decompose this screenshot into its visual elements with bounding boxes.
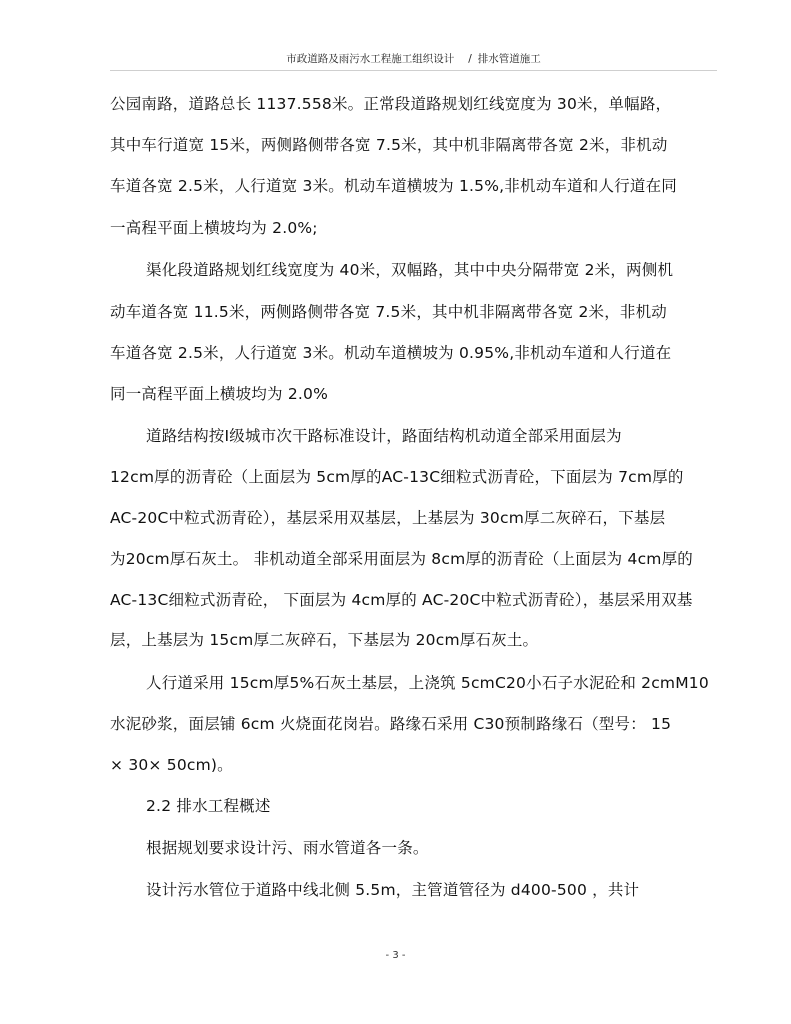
body-line: 其中车行道宽 15米，两侧路侧带各宽 7.5米，其中机非隔离带各宽 2米，非机动	[110, 136, 668, 154]
body-line: 设计污水管位于道路中线北侧 5.5m，主管道管径为 d400-500 ，共计	[146, 881, 640, 899]
body-line: 车道各宽 2.5米，人行道宽 3米。机动车道横坡为 1.5%,非机动车道和人行道在同	[110, 177, 678, 195]
body-line: 一高程平面上横坡均为 2.0%;	[110, 219, 318, 237]
header-section-title: 排水管道施工	[477, 53, 541, 65]
body-line: 人行道采用 15cm厚5%石灰土基层，上浇筑 5cmC20小石子水泥砼和 2cmM10	[146, 674, 709, 692]
body-line: 12cm厚的沥青砼（上面层为 5cm厚的AC-13C细粒式沥青砼，下面层为 7cm厚的	[110, 468, 684, 486]
body-line: 道路结构按Ⅰ级城市次干路标准设计，路面结构机动道全部采用面层为	[146, 427, 622, 445]
body-line: 车道各宽 2.5米，人行道宽 3米。机动车道横坡为 0.95%,非机动车道和人行道在	[110, 344, 672, 362]
page-header	[110, 48, 717, 71]
body-line: 水泥砂浆，面层铺 6cm 火烧面花岗岩。路缘石采用 C30预制路缘石（型号： 15	[110, 715, 672, 733]
body-line: 层，上基层为 15cm厚二灰碎石，下基层为 20cm厚石灰土。	[110, 631, 539, 649]
body-line: 根据规划要求设计污、雨水管道各一条。	[146, 839, 429, 857]
body-line: AC-13C细粒式沥青砼， 下面层为 4cm厚的 AC-20C中粒式沥青砼），基层采用双基	[110, 591, 693, 609]
section-heading: 2.2 排水工程概述	[146, 797, 271, 815]
body-line: AC-20C中粒式沥青砼），基层采用双基层，上基层为 30cm厚二灰碎石，下基层	[110, 509, 666, 527]
body-line: 渠化段道路规划红线宽度为 40米，双幅路，其中中央分隔带宽 2米，两侧机	[146, 261, 674, 279]
body-line: 同一高程平面上横坡均为 2.0%	[110, 385, 329, 403]
header-separator: /	[468, 53, 472, 65]
body-line: × 30× 50cm)。	[110, 756, 233, 774]
page-number: - 3 -	[385, 950, 406, 961]
body-line: 动车道各宽 11.5米，两侧路侧带各宽 7.5米，其中机非隔离带各宽 2米，非机动	[110, 303, 668, 321]
header-document-title: 市政道路及雨污水工程施工组织设计	[286, 53, 455, 65]
body-line: 公园南路，道路总长 1137.558米。正常段道路规划红线宽度为 30米，单幅路，	[110, 95, 672, 113]
body-line: 为20cm厚石灰土。 非机动道全部采用面层为 8cm厚的沥青砼（上面层为 4cm厚的	[110, 550, 693, 568]
